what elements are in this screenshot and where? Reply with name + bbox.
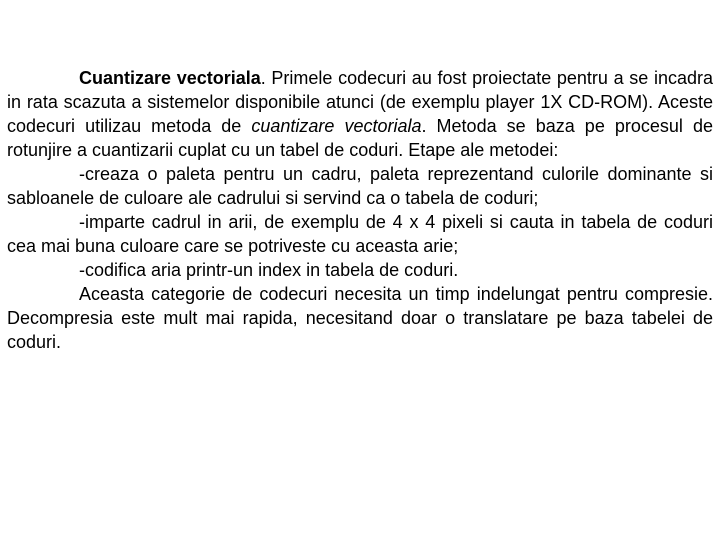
intro-text-2: . Metoda se baza pe procesul de rotunjire a cuantizarii cuplat cu un tabel de coduri. Etape ale metodei:	[7, 116, 713, 160]
paragraph-step-3: -codifica aria printr-un index in tabela de coduri.	[79, 260, 459, 280]
intro-text-1: . Primele codecuri au fost proiectate pentru a se incadra in rata scazuta a sistemelor disponibile atunci (de exemplu player 1X CD-ROM). Aceste codecuri utilizau metoda de	[7, 68, 713, 136]
paragraph-step-1: -creaza o paleta pentru un cadru, paleta reprezentand culorile dominante si sabloanele de culoare ale cadrului si servind ca o tabela de coduri;	[7, 164, 713, 208]
slide-body	[7, 66, 713, 354]
paragraph-intro	[7, 66, 713, 162]
paragraph-conclusion: Aceasta categorie de codecuri necesita un timp indelungat pentru compresie. Decompresia este mult mai rapida, necesitand doar o translatare pe baza tabelei de coduri.	[7, 284, 713, 352]
italic-term: cuantizare vectoriala	[251, 116, 422, 136]
term-heading: Cuantizare vectoriala	[79, 68, 261, 88]
paragraph-step-2: -imparte cadrul in arii, de exemplu de 4 x 4 pixeli si cauta in tabela de coduri cea mai buna culoare care se potriveste cu aceasta arie;	[7, 212, 713, 256]
